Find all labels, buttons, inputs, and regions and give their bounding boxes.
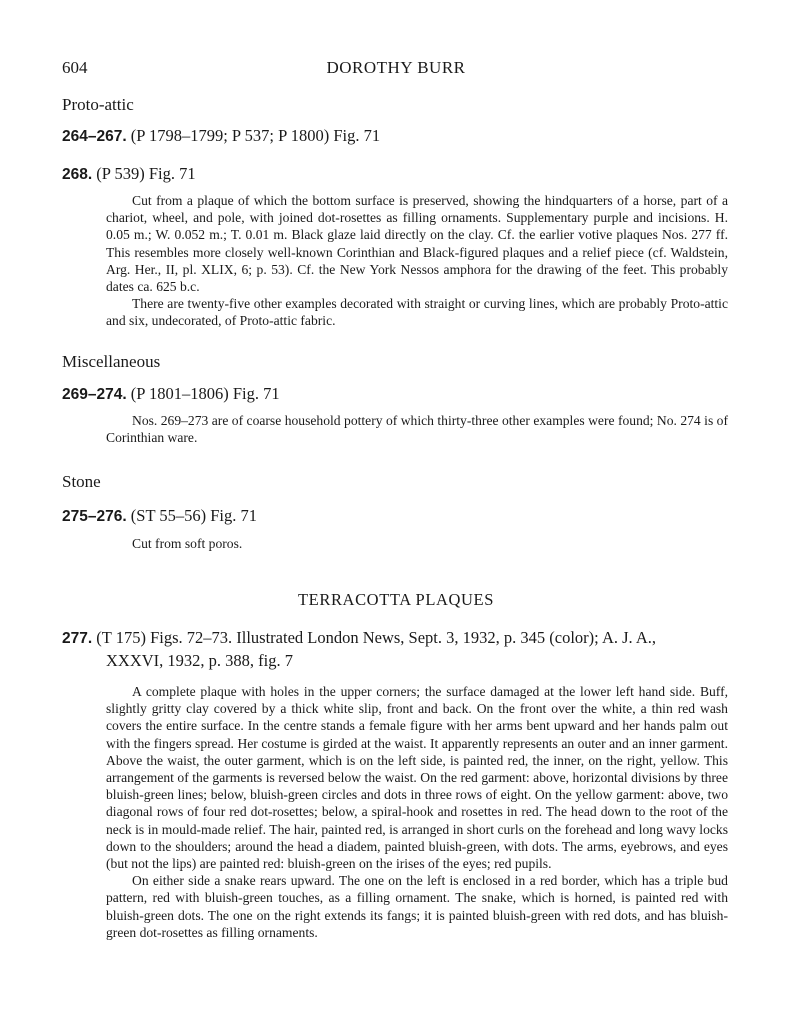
section-stone: Stone: [62, 472, 101, 491]
text-line: On either side a snake rears upward. The one on the left is enclosed in a red border, which: [132, 873, 638, 889]
text-line: Cut from a plaque of which the bottom surface is preserved, showing the hindquarters of a horse,: [132, 193, 677, 208]
text-line: New York Nessos amphora for the drawing of the feet. This probably dates ca. 625 b.c.: [106, 261, 728, 295]
text-line: Proto-attic and six, undecorated, of Proto-attic fabric.: [106, 296, 728, 329]
text-line: arms bent upward and her hands palm out with the fingers spread. Her costume is girded at the: [106, 718, 729, 751]
text-line: head down to the root of the neck is in mould-made relief. The hair, painted red, is arranged in: [106, 804, 728, 837]
text-line: No. 274 is of Corinthian ware.: [106, 413, 728, 446]
text-line: is horned, is painted red with bluish-green dots. The one on the right extends its fangs; it is painted: [106, 890, 728, 923]
page-number: 604: [62, 58, 88, 77]
text-line: which is on the left side, is painted red, the inner, on the right, yellow. This arrangement of the: [106, 752, 728, 786]
text-line: part of a chariot, wheel, and pole, with joined dot-rosettes as filling ornaments. Supplementary: [106, 193, 729, 226]
paragraph: [106, 295, 728, 329]
text-line: Cut from soft poros.: [132, 536, 243, 551]
entry-275-description: [106, 535, 728, 552]
text-line: There are twenty-five other examples decorated with straight or curving lines, which are probably: [132, 296, 667, 312]
entry-number: 277.: [62, 630, 93, 647]
text-line: waist. It apparently represents an outer and an inner garment. Above the waist, the outer garment,: [106, 735, 728, 768]
text-line: has a triple bud pattern, red with bluish-green touches, as a filling ornament. The snake, which: [106, 873, 728, 906]
entry-269-description: [106, 412, 728, 446]
entry-number: 269–274.: [62, 386, 127, 403]
section-heading-terracotta: TERRACOTTA PLAQUES: [297, 590, 495, 609]
text-line: A complete plaque with holes in the upper corners; the surface damaged at the lower left hand: [132, 684, 666, 699]
text-line: Black-figured plaques and a relief piece (cf. Waldstein, Arg. Her., II, pl. XLIX, 6; p. 53). Cf. the: [106, 244, 728, 277]
entry-reference: (P 1801–1806) Fig. 71: [130, 384, 280, 403]
entry-268: [62, 164, 196, 184]
entry-275-276: [62, 506, 257, 526]
text-line: purple and incisions. H. 0.05 m.; W. 0.052 m.; T. 0.01 m. Black glaze laid directly on the clay.: [106, 210, 728, 243]
text-line: Nos. 269–273 are of coarse household pottery of which thirty-three other examples were found;: [132, 413, 654, 428]
text-line: bluish-green with red dots, and has bluish-green dot-rosettes as filling ornaments.: [106, 907, 729, 940]
entry-264-267: [62, 126, 380, 146]
paragraph: [106, 872, 728, 941]
entry-268-description: [106, 192, 728, 330]
entry-reference: (T 175) Figs. 72–73. Illustrated London News, Sept. 3, 1932, p. 345 (color); A. J. A.,: [96, 628, 657, 647]
running-title: DOROTHY BURR: [326, 58, 466, 77]
text-line: painted bluish-green, with dots. The arms, eyebrows, and eyes (but not the lips) are painted red:: [106, 838, 728, 872]
text-line: above, two diagonal rows of four red dot-rosettes; below, a spiral-hook and rosettes in red. The: [106, 787, 728, 820]
text-line: the white, a thin red wash covers the entire surface. In the centre stands a female figure with her: [106, 701, 728, 734]
paragraph: [106, 192, 728, 295]
text-line: bluish-green lines; below, bluish-green circles and dots in three rows of eight. On the yellow garment:: [106, 787, 665, 803]
entry-number: 275–276.: [62, 508, 127, 525]
entry-269-274: [62, 384, 280, 404]
section-miscellaneous: Miscellaneous: [62, 352, 161, 371]
entry-number: 268.: [62, 166, 93, 183]
paragraph: [106, 683, 728, 872]
section-proto-attic: Proto-attic: [62, 95, 134, 114]
entry-reference: (P 539) Fig. 71: [96, 164, 196, 183]
entry-reference: (ST 55–56) Fig. 71: [130, 506, 257, 525]
entry-277-reference-cont: XXXVI, 1932, p. 388, fig. 7: [106, 651, 293, 670]
entry-reference: (P 1798–1799; P 537; P 1800) Fig. 71: [130, 126, 381, 145]
text-line: garments is reversed below the waist. On the red garment: above, horizontal divisions by three: [212, 770, 728, 786]
text-line: side. Buff, slightly gritty clay covered by a thick white slip, front and back. On the front over: [106, 684, 729, 717]
text-line: Cf. the earlier votive plaques Nos. 277 ff. This resembles more closely well-known Corinthian and: [106, 227, 729, 260]
text-line: bluish-green on the irises of the eyes; red pupils.: [287, 856, 552, 872]
entry-number: 264–267.: [62, 128, 127, 145]
paragraph: [106, 535, 728, 552]
entry-277-description: [106, 683, 728, 941]
paragraph: [106, 412, 728, 446]
text-line: short curls on the forehead and long wavy locks down to the shoulders; around the head a diadem,: [106, 821, 729, 854]
entry-277: [62, 628, 656, 648]
